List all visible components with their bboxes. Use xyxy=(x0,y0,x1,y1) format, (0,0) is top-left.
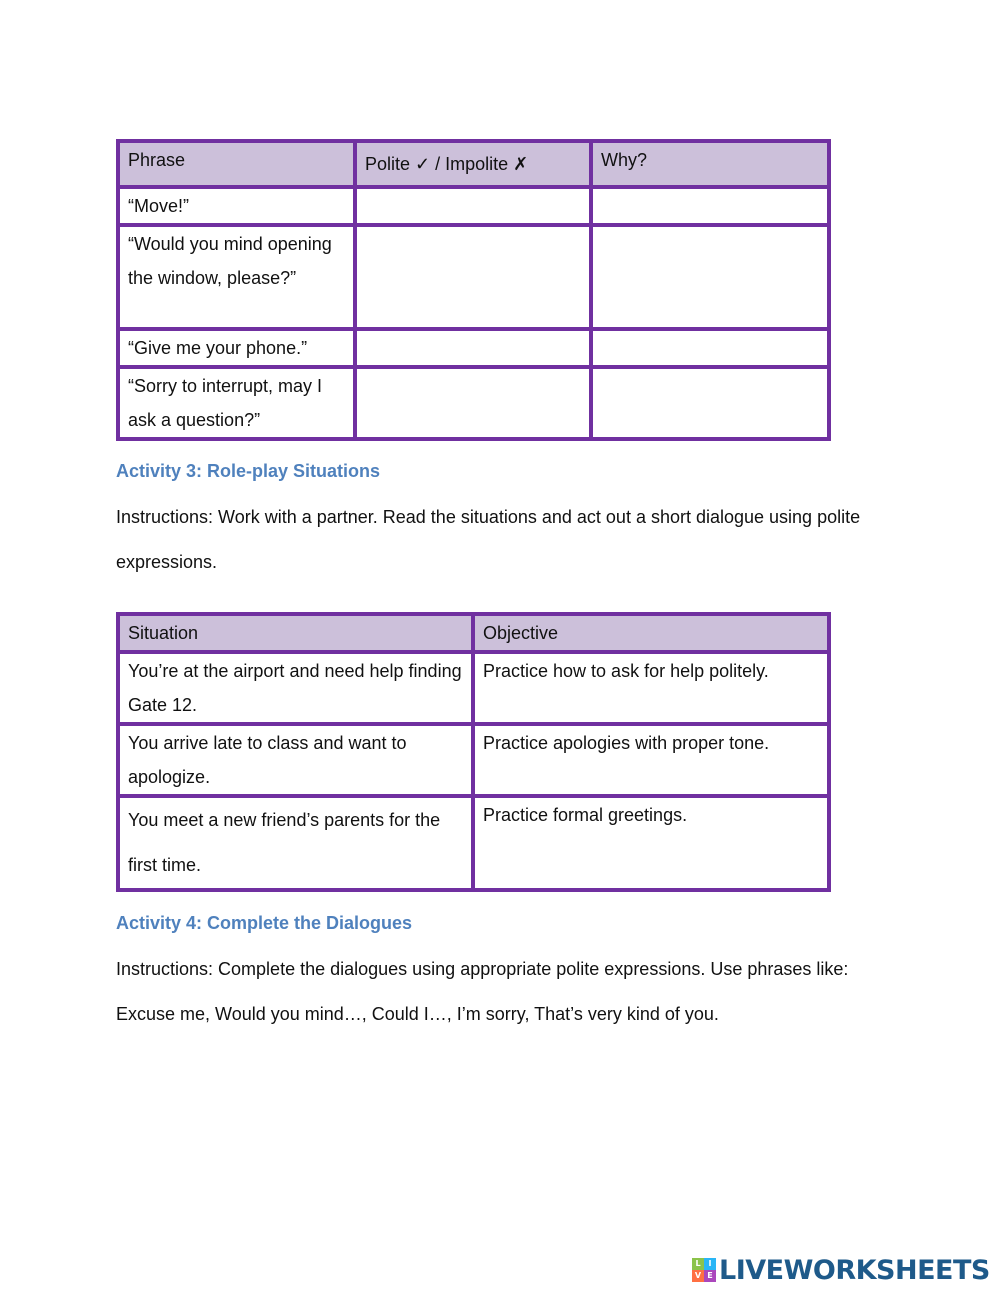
logo-mark-letter: V xyxy=(692,1270,704,1282)
activity3-instructions: Instructions: Work with a partner. Read the situations and act out a short dialogue using polite expressions. xyxy=(116,507,861,572)
why-answer-cell[interactable] xyxy=(591,367,829,439)
header-why: Why? xyxy=(591,141,829,187)
why-answer-cell[interactable] xyxy=(591,225,829,329)
table-row xyxy=(118,329,829,367)
table-row xyxy=(118,652,829,724)
liveworksheets-logo-icon xyxy=(692,1258,716,1282)
activity4-title: Activity 4: Complete the Dialogues xyxy=(116,913,413,933)
why-answer-cell[interactable] xyxy=(591,187,829,225)
situation-cell: You meet a new friend’s parents for the first time. xyxy=(118,796,473,890)
activity4-instructions: Instructions: Complete the dialogues using appropriate polite expressions. Use phrases like: Excuse me, Would you mind…, Could I…, I’m sorry, That’s very kind of you. xyxy=(116,959,849,1024)
table-row xyxy=(118,367,829,439)
situation-cell: You’re at the airport and need help finding Gate 12. xyxy=(118,652,473,724)
table-row xyxy=(118,225,829,329)
header-polite: Polite ✓ / Impolite ✗ xyxy=(355,141,591,187)
polite-answer-cell[interactable] xyxy=(355,187,591,225)
header-objective: Objective xyxy=(473,614,829,652)
table-row xyxy=(118,724,829,796)
polite-answer-cell[interactable] xyxy=(355,329,591,367)
header-situation: Situation xyxy=(118,614,473,652)
situation-cell: You arrive late to class and want to apologize. xyxy=(118,724,473,796)
activity3-title: Activity 3: Role-play Situations xyxy=(116,461,381,481)
logo-text: LIVEWORKSHEETS xyxy=(719,1254,990,1286)
table-row xyxy=(118,796,829,890)
situations-table-header-row xyxy=(118,614,829,652)
objective-cell: Practice formal greetings. xyxy=(473,796,829,890)
objective-cell: Practice how to ask for help politely. xyxy=(473,652,829,724)
objective-cell: Practice apologies with proper tone. xyxy=(473,724,829,796)
phrases-table xyxy=(116,139,831,441)
why-answer-cell[interactable] xyxy=(591,329,829,367)
situations-table xyxy=(116,612,831,892)
phrase-cell: “Move!” xyxy=(118,187,355,225)
phrase-cell: “Would you mind opening the window, please?” xyxy=(118,225,355,329)
phrases-table-header-row xyxy=(118,141,829,187)
liveworksheets-logo[interactable] xyxy=(692,1255,990,1285)
table-row xyxy=(118,187,829,225)
polite-answer-cell[interactable] xyxy=(355,367,591,439)
logo-mark-letter: E xyxy=(704,1270,716,1282)
header-phrase: Phrase xyxy=(118,141,355,187)
logo-mark-letter: I xyxy=(704,1258,716,1270)
polite-answer-cell[interactable] xyxy=(355,225,591,329)
phrase-cell: “Give me your phone.” xyxy=(118,329,355,367)
logo-mark-letter: L xyxy=(692,1258,704,1270)
phrase-cell: “Sorry to interrupt, may I ask a question?” xyxy=(118,367,355,439)
